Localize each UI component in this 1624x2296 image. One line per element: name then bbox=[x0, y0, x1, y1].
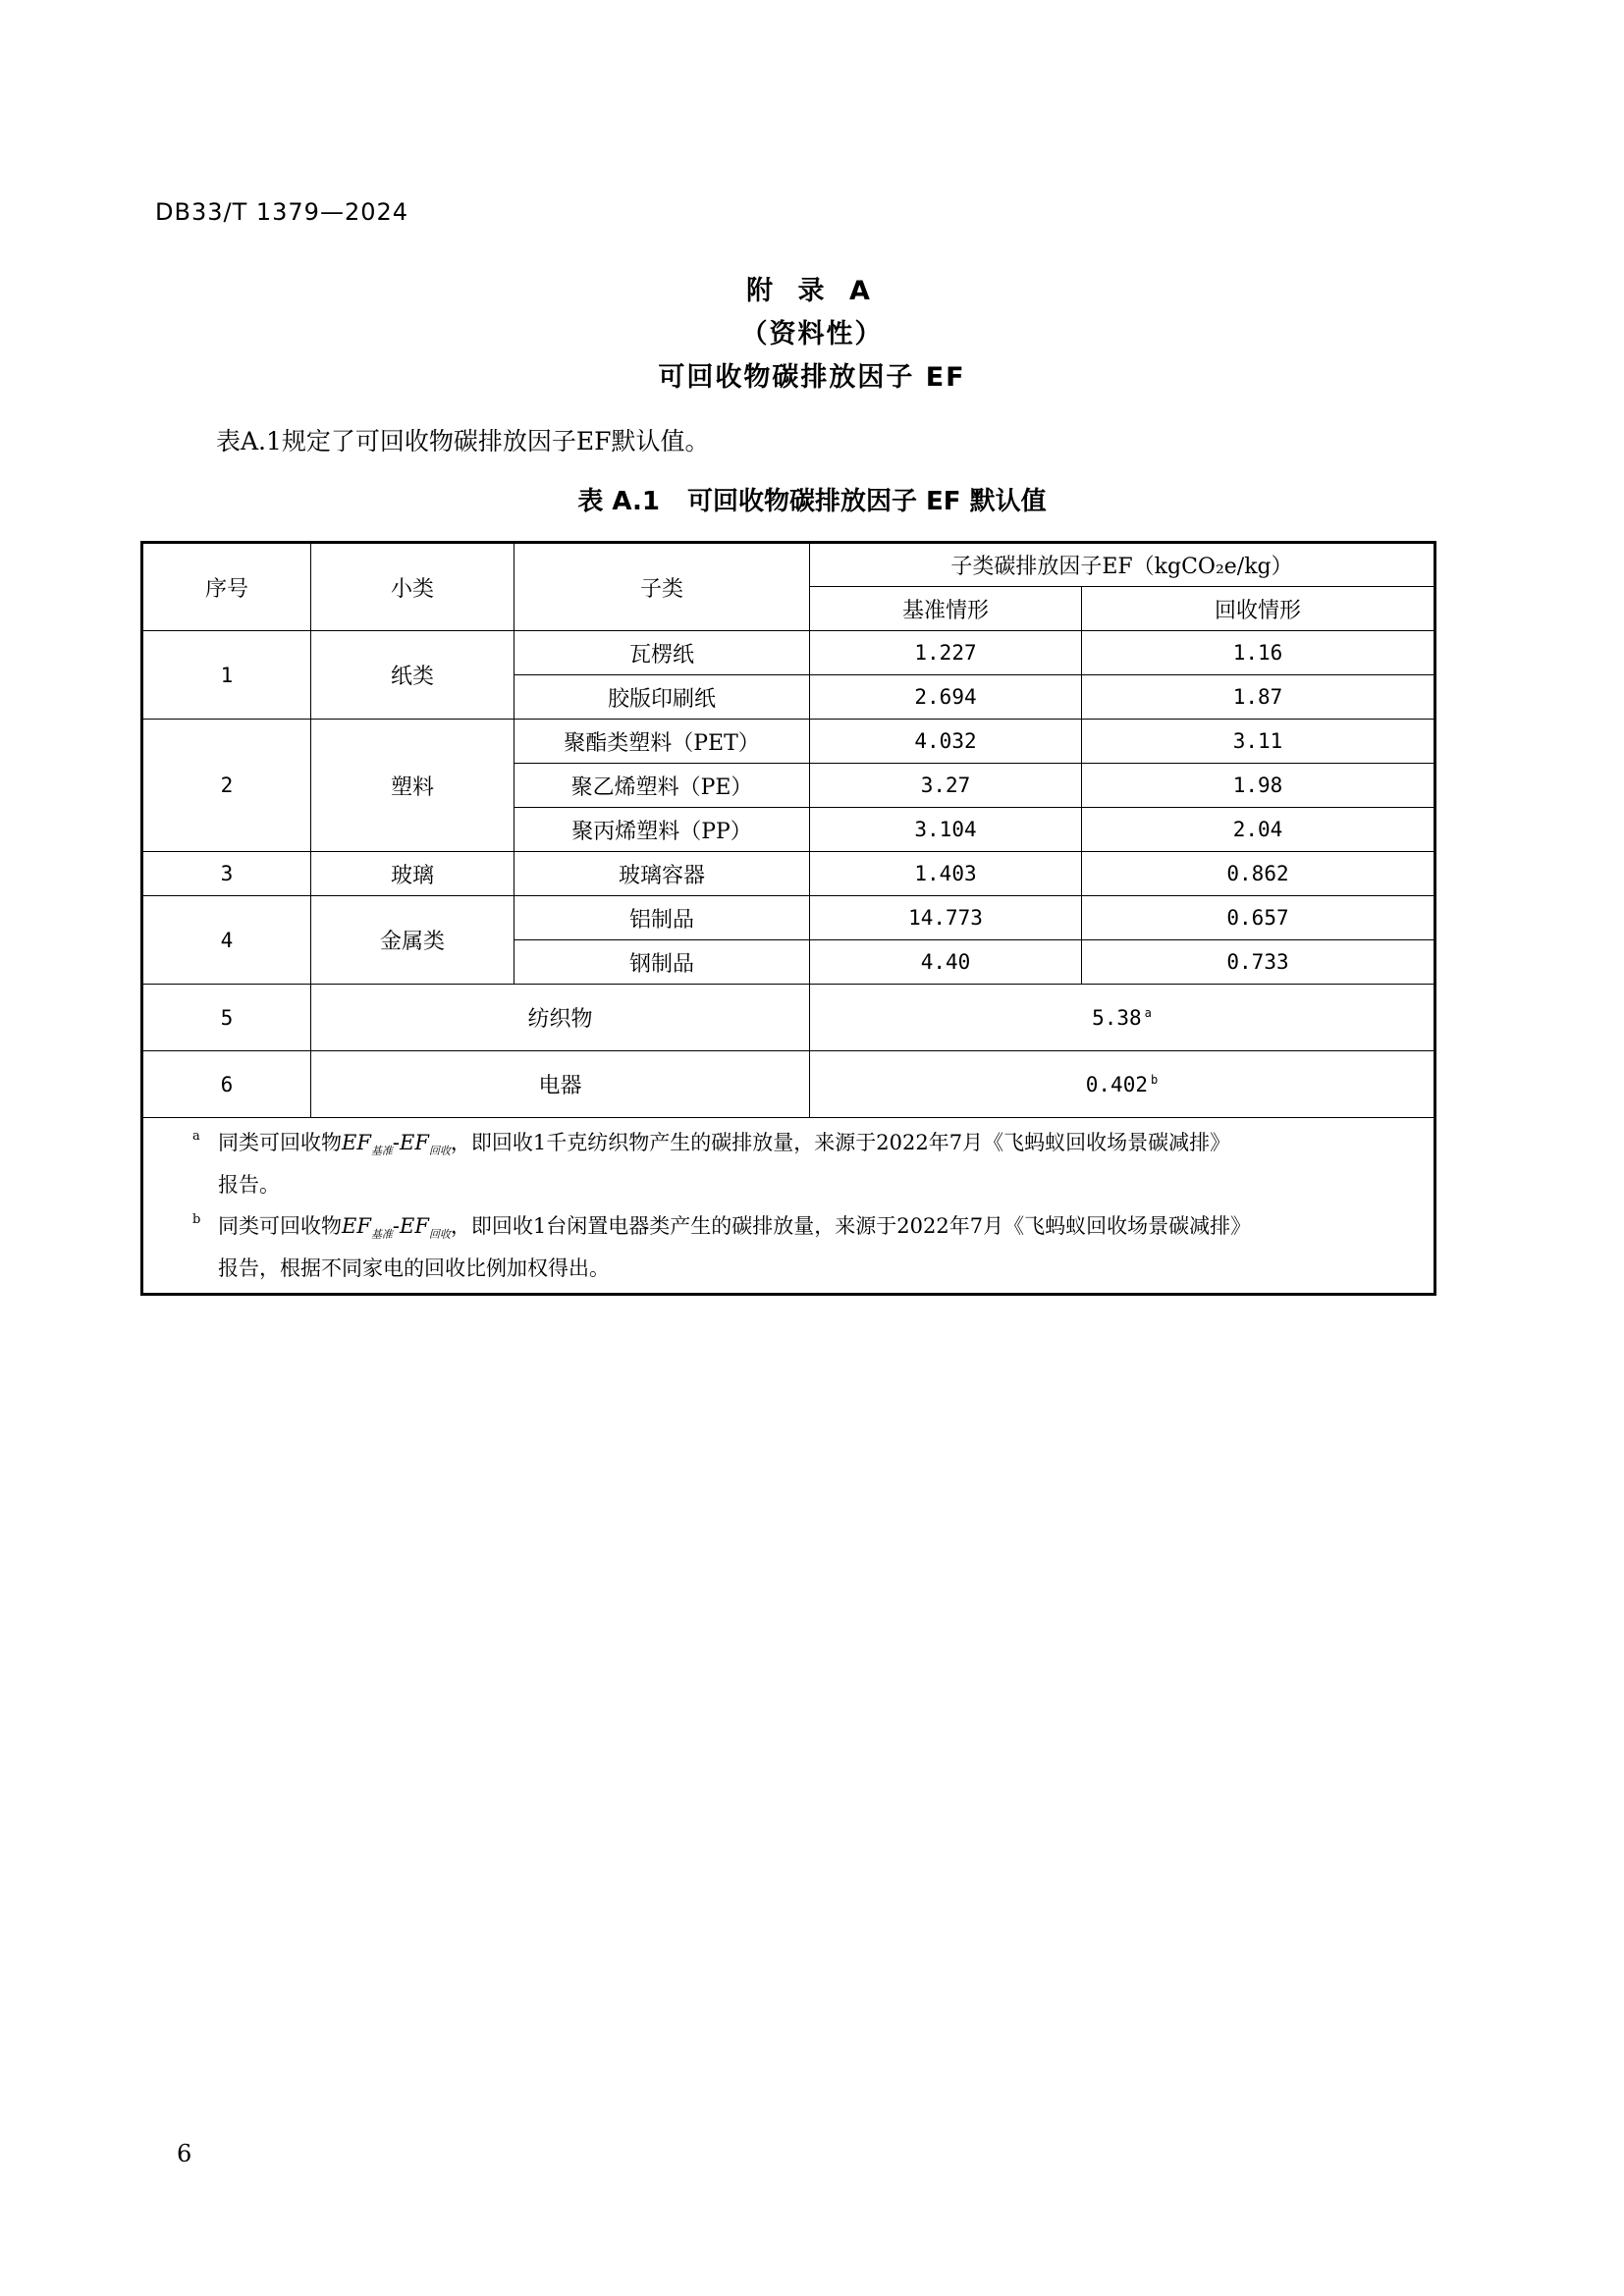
recycling-cell: 1.98 bbox=[1082, 764, 1435, 808]
appendix-title: 可回收物碳排放因子 EF bbox=[658, 362, 966, 393]
note-text: ，即回收1千克纺织物产生的碳排放量，来源于2022年7月《飞蚂蚁回收场景碳减排》 bbox=[450, 1131, 1231, 1154]
category-cell: 纸类 bbox=[311, 631, 514, 720]
header-baseline: 基准情形 bbox=[810, 587, 1082, 631]
table-row bbox=[142, 985, 1435, 1051]
table-row bbox=[142, 896, 1435, 940]
subcategory-cell: 纺织物 bbox=[311, 985, 810, 1051]
header-recycling: 回收情形 bbox=[1082, 587, 1435, 631]
appendix-label: 附 录 A bbox=[746, 276, 878, 306]
minus-sign: - bbox=[392, 1214, 401, 1239]
note-text: ，即回收1台闲置电器类产生的碳排放量，来源于2022年7月《飞蚂蚁回收场景碳减排》 bbox=[450, 1214, 1252, 1239]
seq-cell: 4 bbox=[142, 896, 311, 985]
table-notes-row bbox=[142, 1118, 1435, 1295]
baseline-cell: 14.773 bbox=[810, 896, 1082, 940]
header-subcategory: 子类 bbox=[514, 543, 810, 631]
baseline-cell: 4.40 bbox=[810, 940, 1082, 985]
merged-value: 5.38 bbox=[1092, 1005, 1142, 1030]
recycling-cell: 3.11 bbox=[1082, 720, 1435, 764]
subcategory-cell: 聚丙烯塑料（PP） bbox=[514, 808, 810, 852]
subcategory-cell: 瓦楞纸 bbox=[514, 631, 810, 675]
footnote-mark: a bbox=[1144, 1005, 1152, 1020]
table-note bbox=[192, 1126, 1416, 1201]
table-row bbox=[142, 720, 1435, 764]
seq-cell: 6 bbox=[142, 1051, 311, 1118]
ef-symbol: EF bbox=[400, 1131, 429, 1154]
baseline-cell: 4.032 bbox=[810, 720, 1082, 764]
category-cell: 玻璃 bbox=[311, 852, 514, 896]
ef-subscript: 回收 bbox=[428, 1145, 451, 1158]
note-prefix: 同类可回收物 bbox=[218, 1214, 342, 1239]
table-notes bbox=[142, 1118, 1435, 1295]
baseline-cell: 3.27 bbox=[810, 764, 1082, 808]
table-row bbox=[142, 631, 1435, 675]
ef-subscript: 基准 bbox=[370, 1228, 393, 1242]
recycling-cell: 1.87 bbox=[1082, 675, 1435, 720]
ef-symbol: EF bbox=[342, 1131, 371, 1154]
subcategory-cell: 玻璃容器 bbox=[514, 852, 810, 896]
footnote-mark: b bbox=[1150, 1072, 1159, 1087]
table-row bbox=[142, 852, 1435, 896]
recycling-cell: 0.733 bbox=[1082, 940, 1435, 985]
subcategory-cell: 钢制品 bbox=[514, 940, 810, 985]
seq-cell: 3 bbox=[142, 852, 311, 896]
baseline-cell: 2.694 bbox=[810, 675, 1082, 720]
note-mark: b bbox=[192, 1212, 201, 1228]
header-seq: 序号 bbox=[142, 543, 311, 631]
recycling-cell: 1.16 bbox=[1082, 631, 1435, 675]
ef-subscript: 基准 bbox=[370, 1145, 393, 1158]
merged-value-cell bbox=[810, 1051, 1435, 1118]
intro-paragraph: 表A.1规定了可回收物碳排放因子EF默认值。 bbox=[216, 427, 710, 455]
recycling-cell: 0.657 bbox=[1082, 896, 1435, 940]
table-caption bbox=[0, 481, 1624, 517]
table-caption-number: 表 A.1 bbox=[577, 487, 660, 516]
header-ef-group: 子类碳排放因子EF（kgCO₂e/kg） bbox=[810, 543, 1435, 587]
table-caption-title: 可回收物碳排放因子 EF 默认值 bbox=[686, 487, 1047, 516]
note-prefix: 同类可回收物 bbox=[218, 1131, 342, 1154]
subcategory-cell: 胶版印刷纸 bbox=[514, 675, 810, 720]
seq-cell: 1 bbox=[142, 631, 311, 720]
table-header-row bbox=[142, 543, 1435, 587]
merged-value: 0.402 bbox=[1085, 1072, 1148, 1096]
note-text: 报告，根据不同家电的回收比例加权得出。 bbox=[218, 1256, 610, 1281]
subcategory-cell: 铝制品 bbox=[514, 896, 810, 940]
ef-symbol: EF bbox=[400, 1214, 429, 1239]
baseline-cell: 3.104 bbox=[810, 808, 1082, 852]
baseline-cell: 1.403 bbox=[810, 852, 1082, 896]
emission-factor-table bbox=[140, 541, 1436, 1296]
recycling-cell: 0.862 bbox=[1082, 852, 1435, 896]
seq-cell: 2 bbox=[142, 720, 311, 852]
page-number: 6 bbox=[177, 2140, 192, 2167]
ef-subscript: 回收 bbox=[428, 1228, 451, 1242]
ef-symbol: EF bbox=[342, 1214, 371, 1239]
subcategory-cell: 电器 bbox=[311, 1051, 810, 1118]
appendix-nature: （资料性） bbox=[740, 319, 884, 349]
recycling-cell: 2.04 bbox=[1082, 808, 1435, 852]
table-row bbox=[142, 1051, 1435, 1118]
note-mark: a bbox=[192, 1129, 200, 1144]
category-cell: 金属类 bbox=[311, 896, 514, 985]
category-cell: 塑料 bbox=[311, 720, 514, 852]
seq-cell: 5 bbox=[142, 985, 311, 1051]
subcategory-cell: 聚酯类塑料（PET） bbox=[514, 720, 810, 764]
table-note bbox=[192, 1209, 1416, 1285]
subcategory-cell: 聚乙烯塑料（PE） bbox=[514, 764, 810, 808]
standard-code: DB33/T 1379—2024 bbox=[155, 198, 409, 226]
header-category: 小类 bbox=[311, 543, 514, 631]
baseline-cell: 1.227 bbox=[810, 631, 1082, 675]
minus-sign: - bbox=[392, 1131, 401, 1154]
note-text: 报告。 bbox=[218, 1173, 280, 1198]
merged-value-cell bbox=[810, 985, 1435, 1051]
